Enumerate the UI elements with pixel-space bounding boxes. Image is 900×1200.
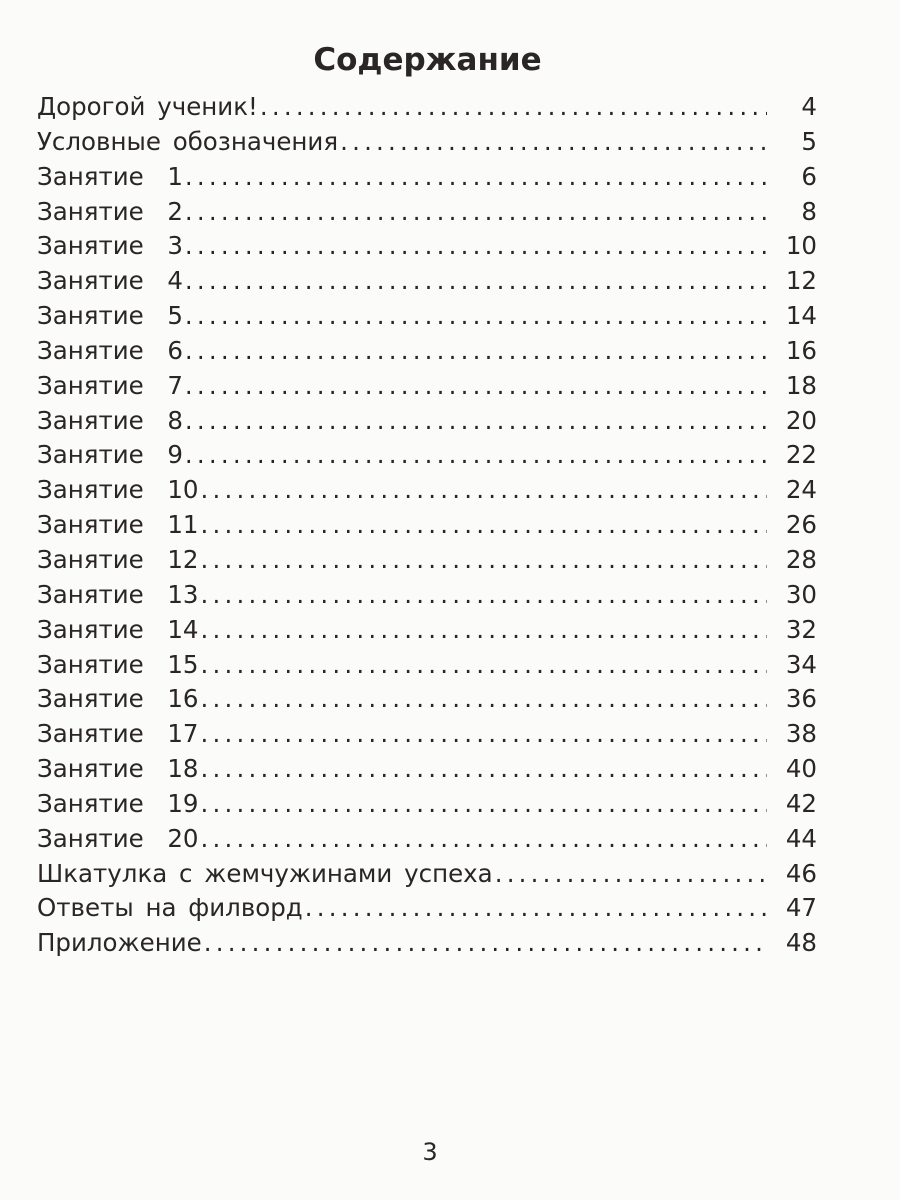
toc-entry-label: Занятие 15 xyxy=(37,649,199,679)
dot-leader xyxy=(201,822,768,857)
toc-entry-page: 48 xyxy=(785,928,817,958)
dot-leader xyxy=(340,125,767,160)
dot-leader xyxy=(185,334,767,369)
toc-entry-page: 34 xyxy=(785,649,817,679)
dot-leader xyxy=(185,160,767,195)
dot-leader xyxy=(185,229,767,264)
dot-leader xyxy=(201,648,768,683)
toc-entry xyxy=(37,543,817,578)
toc-entry xyxy=(37,438,817,473)
toc-entry-label: Шкатулка с жемчужинами успеха xyxy=(37,858,493,888)
toc-entry xyxy=(37,822,817,857)
toc-entry-page: 44 xyxy=(785,823,817,853)
table-of-contents xyxy=(37,90,817,961)
toc-entry xyxy=(37,299,817,334)
toc-entry-label: Занятие 4 xyxy=(37,266,183,296)
dot-leader xyxy=(204,926,767,961)
toc-entry-label: Занятие 6 xyxy=(37,335,183,365)
dot-leader xyxy=(201,578,768,613)
toc-entry-label: Занятие 19 xyxy=(37,788,199,818)
toc-entry-label: Приложение xyxy=(37,928,202,958)
toc-entry-page: 47 xyxy=(785,893,817,923)
toc-entry xyxy=(37,648,817,683)
toc-entry xyxy=(37,926,817,961)
toc-entry xyxy=(37,229,817,264)
dot-leader xyxy=(201,752,768,787)
toc-entry-label: Занятие 5 xyxy=(37,301,183,331)
dot-leader xyxy=(201,508,768,543)
toc-entry-label: Занятие 20 xyxy=(37,823,199,853)
toc-entry-label: Занятие 3 xyxy=(37,231,183,261)
toc-entry-page: 42 xyxy=(785,788,817,818)
toc-entry xyxy=(37,752,817,787)
dot-leader xyxy=(201,682,768,717)
toc-entry xyxy=(37,578,817,613)
toc-entry-page: 5 xyxy=(801,126,817,156)
toc-entry-label: Занятие 17 xyxy=(37,719,199,749)
toc-entry xyxy=(37,682,817,717)
toc-entry-label: Занятие 16 xyxy=(37,684,199,714)
toc-entry-page: 40 xyxy=(785,754,817,784)
toc-entry xyxy=(37,264,817,299)
dot-leader xyxy=(201,613,768,648)
toc-entry xyxy=(37,857,817,892)
page-title: Содержание xyxy=(313,42,542,78)
toc-entry-label: Занятие 2 xyxy=(37,196,183,226)
toc-entry-page: 4 xyxy=(801,92,817,121)
toc-entry-label: Ответы на филворд xyxy=(37,893,303,923)
dot-leader xyxy=(201,787,768,822)
toc-entry-label: Занятие 10 xyxy=(37,475,199,505)
toc-entry xyxy=(37,473,817,508)
dot-leader xyxy=(201,473,768,508)
toc-entry-page: 36 xyxy=(785,684,817,714)
dot-leader xyxy=(185,264,767,299)
toc-entry-page: 18 xyxy=(785,370,817,400)
toc-entry-page: 28 xyxy=(785,544,817,574)
toc-entry xyxy=(37,717,817,752)
toc-entry-page: 22 xyxy=(785,440,817,470)
toc-entry-label: Занятие 12 xyxy=(37,544,199,574)
toc-entry-label: Занятие 7 xyxy=(37,370,183,400)
toc-entry-page: 10 xyxy=(785,231,817,261)
dot-leader xyxy=(185,438,767,473)
toc-entry xyxy=(37,90,817,125)
toc-entry-label: Занятие 1 xyxy=(37,161,183,191)
toc-entry-page: 38 xyxy=(785,719,817,749)
toc-entry-label: Занятие 8 xyxy=(37,405,183,435)
toc-entry xyxy=(37,125,817,160)
toc-entry-label: Занятие 18 xyxy=(37,754,199,784)
toc-entry xyxy=(37,369,817,404)
page-number: 3 xyxy=(422,1138,438,1166)
toc-entry xyxy=(37,160,817,195)
toc-entry-label: Занятие 13 xyxy=(37,579,199,609)
toc-entry-label: Условные обозначения xyxy=(37,126,339,156)
toc-entry-page: 46 xyxy=(785,858,817,888)
dot-leader xyxy=(201,543,768,578)
toc-entry-label: Занятие 9 xyxy=(37,440,183,470)
toc-entry xyxy=(37,404,817,439)
dot-leader xyxy=(305,891,767,926)
toc-entry-page: 14 xyxy=(785,301,817,331)
toc-entry-page: 32 xyxy=(785,614,817,644)
toc-entry-label: Дорогой ученик! xyxy=(37,92,258,121)
toc-entry-page: 12 xyxy=(785,266,817,296)
toc-entry xyxy=(37,787,817,822)
toc-entry-page: 30 xyxy=(785,579,817,609)
toc-entry-label: Занятие 14 xyxy=(37,614,199,644)
toc-entry-page: 24 xyxy=(785,475,817,505)
dot-leader xyxy=(185,195,767,230)
toc-entry-page: 16 xyxy=(785,335,817,365)
toc-entry xyxy=(37,891,817,926)
toc-entry xyxy=(37,334,817,369)
toc-entry-page: 8 xyxy=(801,196,817,226)
toc-entry xyxy=(37,613,817,648)
dot-leader xyxy=(185,369,767,404)
toc-entry-page: 6 xyxy=(801,161,817,191)
toc-entry-label: Занятие 11 xyxy=(37,510,199,540)
dot-leader xyxy=(260,90,767,125)
toc-entry-page: 20 xyxy=(785,405,817,435)
toc-entry xyxy=(37,508,817,543)
dot-leader xyxy=(495,857,767,892)
dot-leader xyxy=(185,299,767,334)
dot-leader xyxy=(201,717,768,752)
dot-leader xyxy=(185,404,767,439)
toc-entry xyxy=(37,195,817,230)
toc-entry-page: 26 xyxy=(785,510,817,540)
